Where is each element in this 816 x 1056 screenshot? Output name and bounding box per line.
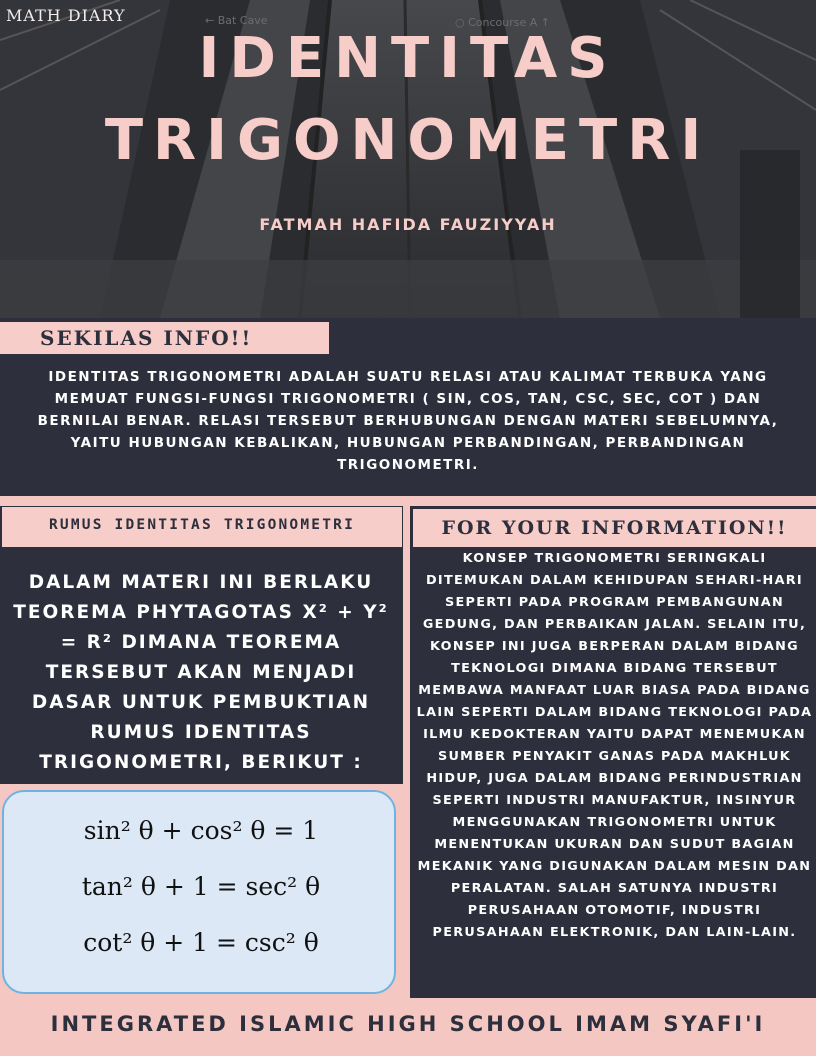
math-diary-tag: MATH DIARY bbox=[6, 6, 126, 25]
footer-school-name: INTEGRATED ISLAMIC HIGH SCHOOL IMAM SYAFI'I bbox=[0, 998, 816, 1056]
formula-cot-csc: cot² θ + 1 = csc² θ bbox=[83, 928, 319, 957]
info-text: IDENTITAS TRIGONOMETRI ADALAH SUATU RELASI ATAU KALIMAT TERBUKA YANG MEMUAT FUNGSI-FUNGSI TRIGONOMETRI ( SIN, COS, TAN, CSC, SEC, COT ) DAN BERNILAI BENAR. RELASI TERSEBUT BERHUBUNGAN DENGAN MATERI SEBELUMNYA, YAITU HUBUNGAN KEBALIKAN, HUBUNGAN PERBANDINGAN, PERBANDINGAN TRIGONOMETRI. bbox=[37, 369, 779, 473]
fyi-text: KONSEP TRIGONOMETRI SERINGKALI DITEMUKAN DALAM KEHIDUPAN SEHARI-HARI SEPERTI PADA PROGRAM PEMBANGUNAN GEDUNG, DAN PERBAIKAN JALAN. SELAIN ITU, KONSEP INI JUGA BERPERAN DALAM BIDANG TEKNOLOGI DIMANA BIDANG TERSEBUT MEMBAWA MANFAAT LUAR BIASA PADA BIDANG LAIN SEPERTI DALAM BIDANG TEKNOLOGI PADA ILMU KEDOKTERAN YAITU DAPAT MENEMUKAN SUMBER PENYAKIT GANAS PADA MAKHLUK HIDUP, JUGA DALAM BIDANG PERINDUSTRIAN SEPERTI INDUSTRI MANUFAKTUR, INSINYUR MENGGUNAKAN TRIGONOMETRI UNTUK MENENTUKAN UKURAN DAN SUDUT BAGIAN MEKANIK YANG DIGUNAKAN DALAM MESIN DAN PERALATAN. SALAH SATUNYA INDUSTRI PERUSAHAAN OTOMOTIF, INDUSTRI PERUSAHAAN ELEKTRONIK, DAN LAIN-LAIN. bbox=[416, 551, 813, 940]
fyi-label: FOR YOUR INFORMATION!! bbox=[413, 509, 816, 547]
rumus-text: DALAM MATERI INI BERLAKU TEOREMA PHYTAGOTAS X² + Y² = R² DIMANA TEOREMA TERSEBUT AKAN MENJADI DASAR UNTUK PEMBUKTIAN RUMUS IDENTITAS TRIGONOMETRI, BERIKUT : bbox=[13, 572, 389, 773]
rumus-label: RUMUS IDENTITAS TRIGONOMETRI bbox=[2, 507, 402, 547]
author-name: FATMAH HAFIDA FAUZIYYAH bbox=[259, 215, 557, 234]
title-line-2: TRIGONOMETRI bbox=[104, 108, 712, 173]
formula-sin-cos: sin² θ + cos² θ = 1 bbox=[83, 816, 319, 845]
column-divider bbox=[403, 506, 410, 998]
title-line-1: IDENTITAS bbox=[198, 26, 618, 91]
svg-text:← Bat Cave: ← Bat Cave bbox=[205, 14, 268, 27]
hero-banner bbox=[0, 0, 816, 318]
svg-text:○ Concourse A ↑: ○ Concourse A ↑ bbox=[455, 16, 550, 29]
info-label: SEKILAS INFO!! bbox=[0, 322, 329, 354]
formula-box bbox=[2, 790, 396, 994]
formula-tan-sec: tan² θ + 1 = sec² θ bbox=[81, 872, 321, 901]
